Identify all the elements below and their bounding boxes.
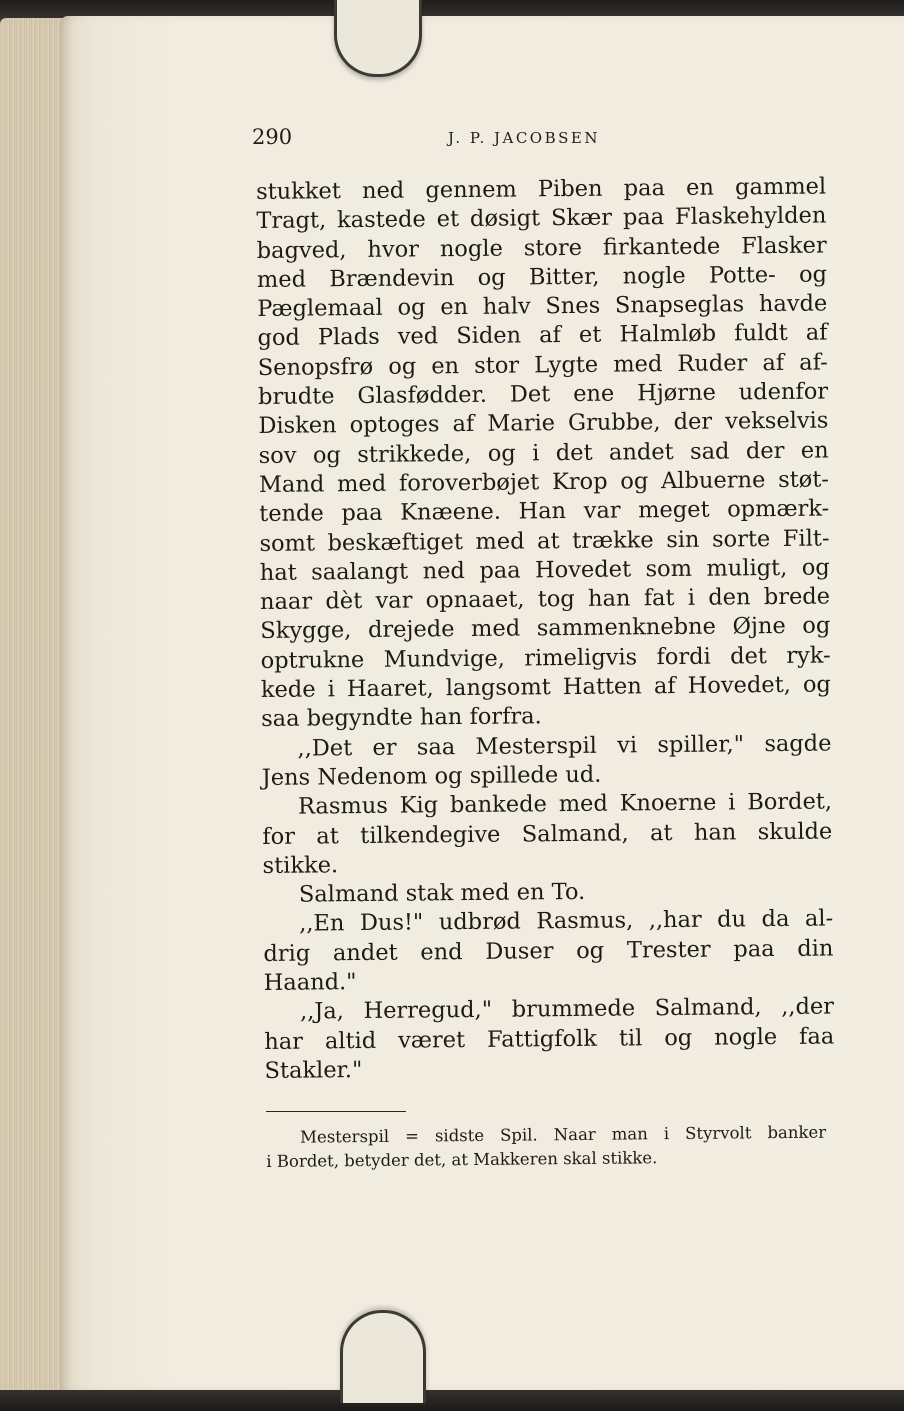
text-line: tende paa Knæene. Han var meget opmærk- xyxy=(259,495,830,528)
text-line: Disken optoges af Marie Grubbe, der vekselvis xyxy=(258,407,829,440)
text-line: somt beskæftiget med at trække sin sorte Filt- xyxy=(259,525,830,557)
text-line: stukket ned gennem Piben paa en gammel xyxy=(256,173,827,205)
body-text xyxy=(256,173,835,1087)
text-line: Pæglemaal og en halv Snes Snapseglas havde xyxy=(257,290,828,323)
text-line: ,,Det er saa Mesterspil vi spiller," sagde xyxy=(297,730,832,762)
text-line: optrukne Mundvige, rimeligvis fordi det ryk- xyxy=(260,642,831,674)
text-line: stikke. xyxy=(262,852,339,879)
running-head: J. P. JACOBSEN xyxy=(448,129,600,147)
text-line: Salmand stak med en To. xyxy=(298,878,586,908)
text-line: Senopsfrø og en stor Lygte med Ruder af af- xyxy=(257,349,828,381)
text-line: Rasmus Kig bankede med Knoerne i Bordet, xyxy=(297,788,833,820)
text-line: ,,En Dus!" udbrød Rasmus, ,,har du da al- xyxy=(299,905,834,938)
text-line: Tragt, kastede et døsigt Skær paa Flaskehylden xyxy=(256,202,827,235)
text-line: Stakler." xyxy=(264,1056,363,1084)
text-line: bagved, hvor nogle store firkantede Flasker xyxy=(256,232,827,264)
footnote xyxy=(266,1121,826,1174)
page-clip-bottom xyxy=(340,1310,426,1403)
page-header xyxy=(252,125,812,157)
text-line: Haand." xyxy=(263,969,357,996)
text-line: sov og strikkede, og i det andet sad der en xyxy=(258,437,829,469)
text-line: saa begyndte han forfra. xyxy=(261,703,542,733)
text-line: ,,Ja, Herregud," brummede Salmand, ,,der xyxy=(299,993,835,1025)
text-line: med Brændevin og Bitter, nogle Potte- og xyxy=(256,261,828,293)
text-line: brudte Glasfødder. Det ene Hjørne udenfor xyxy=(257,378,829,411)
footnote-line: Mesterspil = sidste Spil. Naar man i Styrvolt banker xyxy=(300,1122,827,1147)
text-line: har altid været Fattigfolk til og nogle faa xyxy=(264,1023,835,1055)
text-line: Skygge, drejede med sammenknebne Øjne og xyxy=(260,612,831,645)
page-clip-top xyxy=(334,0,422,77)
text-line: hat saalangt ned paa Hovedet som muligt, og xyxy=(259,554,830,586)
text-line: for at tilkendegive Salmand, at han skulde xyxy=(262,818,833,850)
page-number: 290 xyxy=(252,125,293,149)
text-line: drig andet end Duser og Trester paa din xyxy=(263,935,834,967)
text-line: Mand med foroverbøjet Krop og Albuerne støt- xyxy=(258,466,830,498)
footnote-line: i Bordet, betyder det, at Makkeren skal stikke. xyxy=(266,1148,658,1171)
text-line: god Plads ved Siden af et Halmløb fuldt af xyxy=(257,320,828,352)
text-line: Jens Nedenom og spillede ud. xyxy=(261,761,602,791)
footnote-rule xyxy=(266,1111,406,1112)
text-line: kede i Haaret, langsomt Hatten af Hovedet, og xyxy=(260,671,832,704)
text-line: naar dèt var opnaaet, tog han fat i den brede xyxy=(259,583,831,616)
